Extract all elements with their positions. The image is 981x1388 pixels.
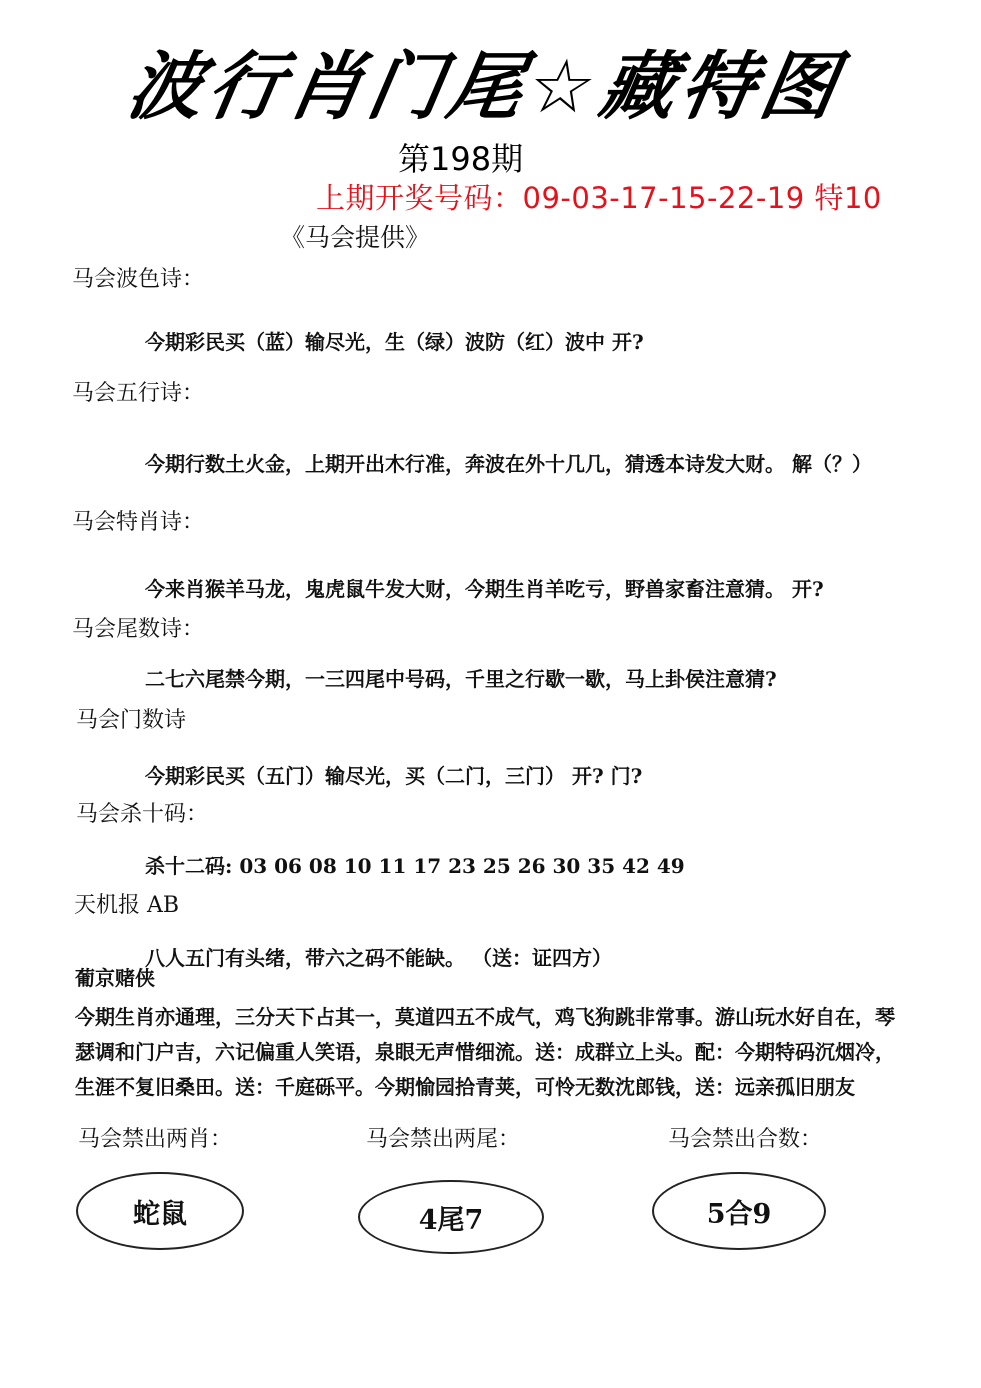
page-title: 波行肖门尾☆藏特图 xyxy=(121,44,849,130)
section-heading-wave-color: 马会波色诗： xyxy=(72,267,205,292)
section-heading-zodiac: 马会特肖诗： xyxy=(72,510,205,535)
section-text-kill-numbers: 杀十二码: 03 06 08 10 11 17 23 25 26 30 35 42 49 xyxy=(145,854,685,878)
section-text-five-elements: 今期行数土火金，上期开出木行准，奔波在外十几几，猜透本诗发大财。 解（？） xyxy=(145,452,872,476)
section-heading-kill-numbers: 马会杀十码： xyxy=(76,802,209,827)
ban-value-zodiac: 蛇鼠 xyxy=(133,1198,187,1230)
ban-value-tail: 4尾7 xyxy=(418,1204,484,1236)
issue-number: 第198期 xyxy=(398,140,524,178)
poem-heading: 葡京赌侠 xyxy=(75,966,155,990)
poem-text: 今期生肖亦通理，三分天下占其一，莫道四五不成气，鸡飞狗跳非常事。游山玩水好自在，琴瑟调和门户吉，六记偏重人笑语，泉眼无声惜细流。送：成群立上头。配：今期特码沉烟冷，生涯不复旧桑田。送：千庭砾平。今期愉园拾青荚，可怜无数沈郎钱，送：远亲孤旧朋友 xyxy=(75,1005,895,1099)
section-text-zodiac: 今来肖猴羊马龙，鬼虎鼠牛发大财，今期生肖羊吃亏，野兽家畜注意猜。 开? xyxy=(145,577,824,601)
section-text-tianji: 八人五门有头绪，带六之码不能缺。 （送：证四方） xyxy=(145,946,612,970)
ban-label-zodiac: 马会禁出两肖： xyxy=(78,1127,233,1152)
section-text-tail-number: 二七六尾禁今期，一三四尾中号码，千里之行歇一歇，马上卦侯注意猜? xyxy=(145,667,777,691)
section-heading-tail-number: 马会尾数诗： xyxy=(72,617,205,642)
section-text-wave-color: 今期彩民买（蓝）输尽光，生（绿）波防（红）波中 开? xyxy=(145,330,644,354)
ban-oval-tail xyxy=(358,1180,544,1254)
section-heading-door-number: 马会门数诗 xyxy=(76,708,187,733)
ban-label-tail: 马会禁出两尾： xyxy=(366,1127,521,1152)
last-draw-numbers: 上期开奖号码：09-03-17-15-22-19 特10 xyxy=(316,181,882,215)
ban-oval-zodiac xyxy=(76,1172,244,1250)
ban-label-sum: 马会禁出合数： xyxy=(668,1127,823,1152)
ban-oval-sum xyxy=(652,1172,826,1250)
section-text-door-number: 今期彩民买（五门）输尽光，买（二门，三门） 开? 门? xyxy=(145,764,643,788)
ban-value-sum: 5合9 xyxy=(706,1198,772,1230)
section-heading-tianji: 天机报 AB xyxy=(74,893,180,918)
provider-label: 《马会提供》 xyxy=(280,223,431,252)
section-heading-five-elements: 马会五行诗： xyxy=(72,381,205,406)
